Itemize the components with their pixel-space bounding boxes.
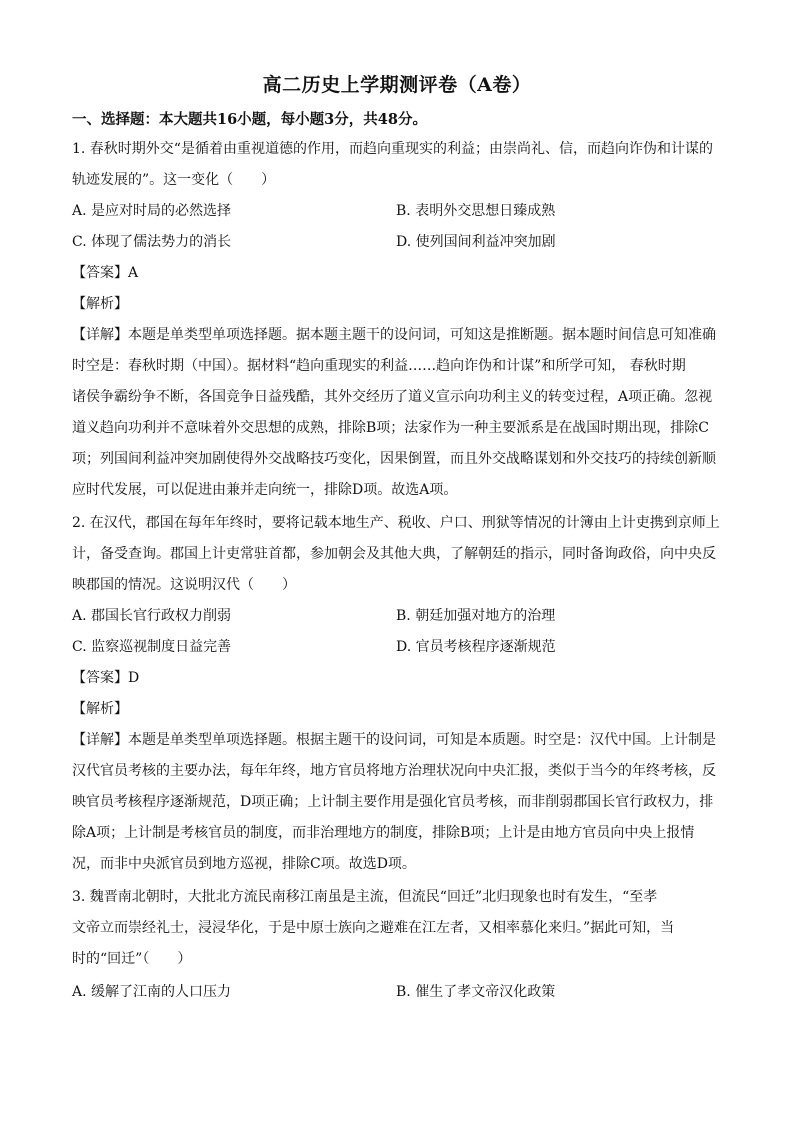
question-1-stem [72, 134, 722, 196]
question-2-stem [72, 508, 722, 601]
question-1-detail-line: 时空是：春秋时期（中国）。据材料“趋向重现实的利益……趋向诈伪和计谋”和所学可知， 春秋时期 [72, 358, 686, 374]
question-3-option-b[interactable]: B. 催生了孝文帝汉化政策 [396, 984, 556, 1000]
question-2-stem-line: 映郡国的情况。这说明汉代（ ） [72, 577, 296, 593]
section-heading: 一、选择题：本大题共16小题，每小题3分，共48分。 [72, 111, 427, 128]
question-2-option-b[interactable]: B. 朝廷加强对地方的治理 [396, 608, 556, 624]
question-2-option-d[interactable]: D. 官员考核程序逐渐规范 [396, 639, 556, 655]
question-1-stem-line: 1. 春秋时期外交“是循着由重视道德的作用，而趋向重现实的利益；由崇尚礼、信，而趋向诈伪和计谋的 [72, 141, 713, 157]
question-2-stem-line: 2. 在汉代，郡国在每年年终时，要将记载本地生产、税收、户口、刑狱等情况的计簿由上计吏携到京师上 [72, 515, 720, 531]
question-1-options [72, 196, 722, 258]
question-3-stem-line: 文帝立而崇经礼士，浸浸华化，于是中原士族向之避难在江左者，又相率慕化来归。”据此可知，当 [72, 920, 675, 936]
option-row [72, 632, 722, 663]
question-1-option-b[interactable]: B. 表明外交思想日臻成熟 [396, 203, 556, 219]
question-1-option-a[interactable]: A. 是应对时局的必然选择 [72, 203, 232, 219]
question-3-stem [72, 882, 722, 975]
question-1-answer: 【答案】A [72, 265, 139, 281]
question-1-option-d[interactable]: D. 使列国间利益冲突加剧 [396, 234, 556, 250]
question-3-option-a[interactable]: A. 缓解了江南的人口压力 [72, 984, 232, 1000]
question-2-option-c[interactable]: C. 监察巡视制度日益完善 [72, 639, 232, 655]
page-title: 高二历史上学期测评卷（A卷） [262, 74, 532, 96]
question-2-detail-line: 况，而非中央派官员到地方巡视，排除C项。故选D项。 [72, 856, 416, 872]
question-2-detail-line: 汉代官员考核的主要办法，每年年终，地方官员将地方治理状况向中央汇报，类似于当今的年终考核，反 [72, 763, 716, 779]
question-3-stem-line: 3. 魏晋南北朝时，大批北方流民南移江南虽是主流，但流民“回迁”北归现象也时有发生，“至孝 [72, 889, 658, 905]
question-1-stem-line: 轨迹发展的”。这一变化（ ） [72, 172, 276, 188]
question-2-detail-line: 映官员考核程序逐渐规范，D项正确；上计制主要作用是强化官员考核，而非削弱郡国长官行政权力，排 [72, 794, 714, 810]
question-1-detail-line: 诸侯争霸纷争不断，各国竞争日益残酷，其外交经历了道义宣示向功利主义的转变过程，A项正确。忽视 [72, 389, 713, 405]
question-2-options [72, 601, 722, 663]
question-2-detail-line: 【详解】本题是单类型单项选择题。根据主题干的设问词，可知是本质题。时空是：汉代中国。上计制是 [72, 732, 716, 748]
question-1-detail-line: 道义趋向功利并不意味着外交思想的成熟，排除B项；法家作为一种主要派系是在战国时期出现，排除C [72, 420, 709, 436]
question-3-stem-line: 时的“回迁”（ ） [72, 951, 192, 967]
question-1-option-c[interactable]: C. 体现了儒法势力的消长 [72, 234, 232, 250]
question-1-detail-line: 【详解】本题是单类型单项选择题。据本题主题干的设问词，可知这是推断题。据本题时间信息可知准确 [72, 327, 716, 343]
question-1-detail-line: 应时代发展，可以促进由兼并走向统一，排除D项。故选A项。 [72, 482, 458, 498]
question-2-analysis-label: 【解析】 [72, 701, 128, 717]
question-3-options [72, 977, 722, 1008]
question-2-detail-line: 除A项；上计制是考核官员的制度，而非治理地方的制度，排除B项；上计是由地方官员向中央上报情 [72, 825, 695, 841]
question-1-detail-line: 项；列国间利益冲突加剧使得外交战略技巧变化，因果倒置，而且外交战略谋划和外交技巧的持续创新顺 [72, 451, 716, 467]
question-2-answer: 【答案】D [72, 670, 140, 686]
option-row [72, 227, 722, 258]
option-row [72, 196, 722, 227]
question-1-detail [72, 320, 722, 506]
question-2-option-a[interactable]: A. 郡国长官行政权力削弱 [72, 608, 232, 624]
question-1-analysis-label: 【解析】 [72, 296, 128, 312]
option-row [72, 601, 722, 632]
question-2-detail [72, 725, 722, 880]
option-row [72, 977, 722, 1008]
question-2-stem-line: 计，备受查询。郡国上计吏常驻首都，参加朝会及其他大典，了解朝廷的指示，同时备询政俗，向中央反 [72, 546, 716, 562]
